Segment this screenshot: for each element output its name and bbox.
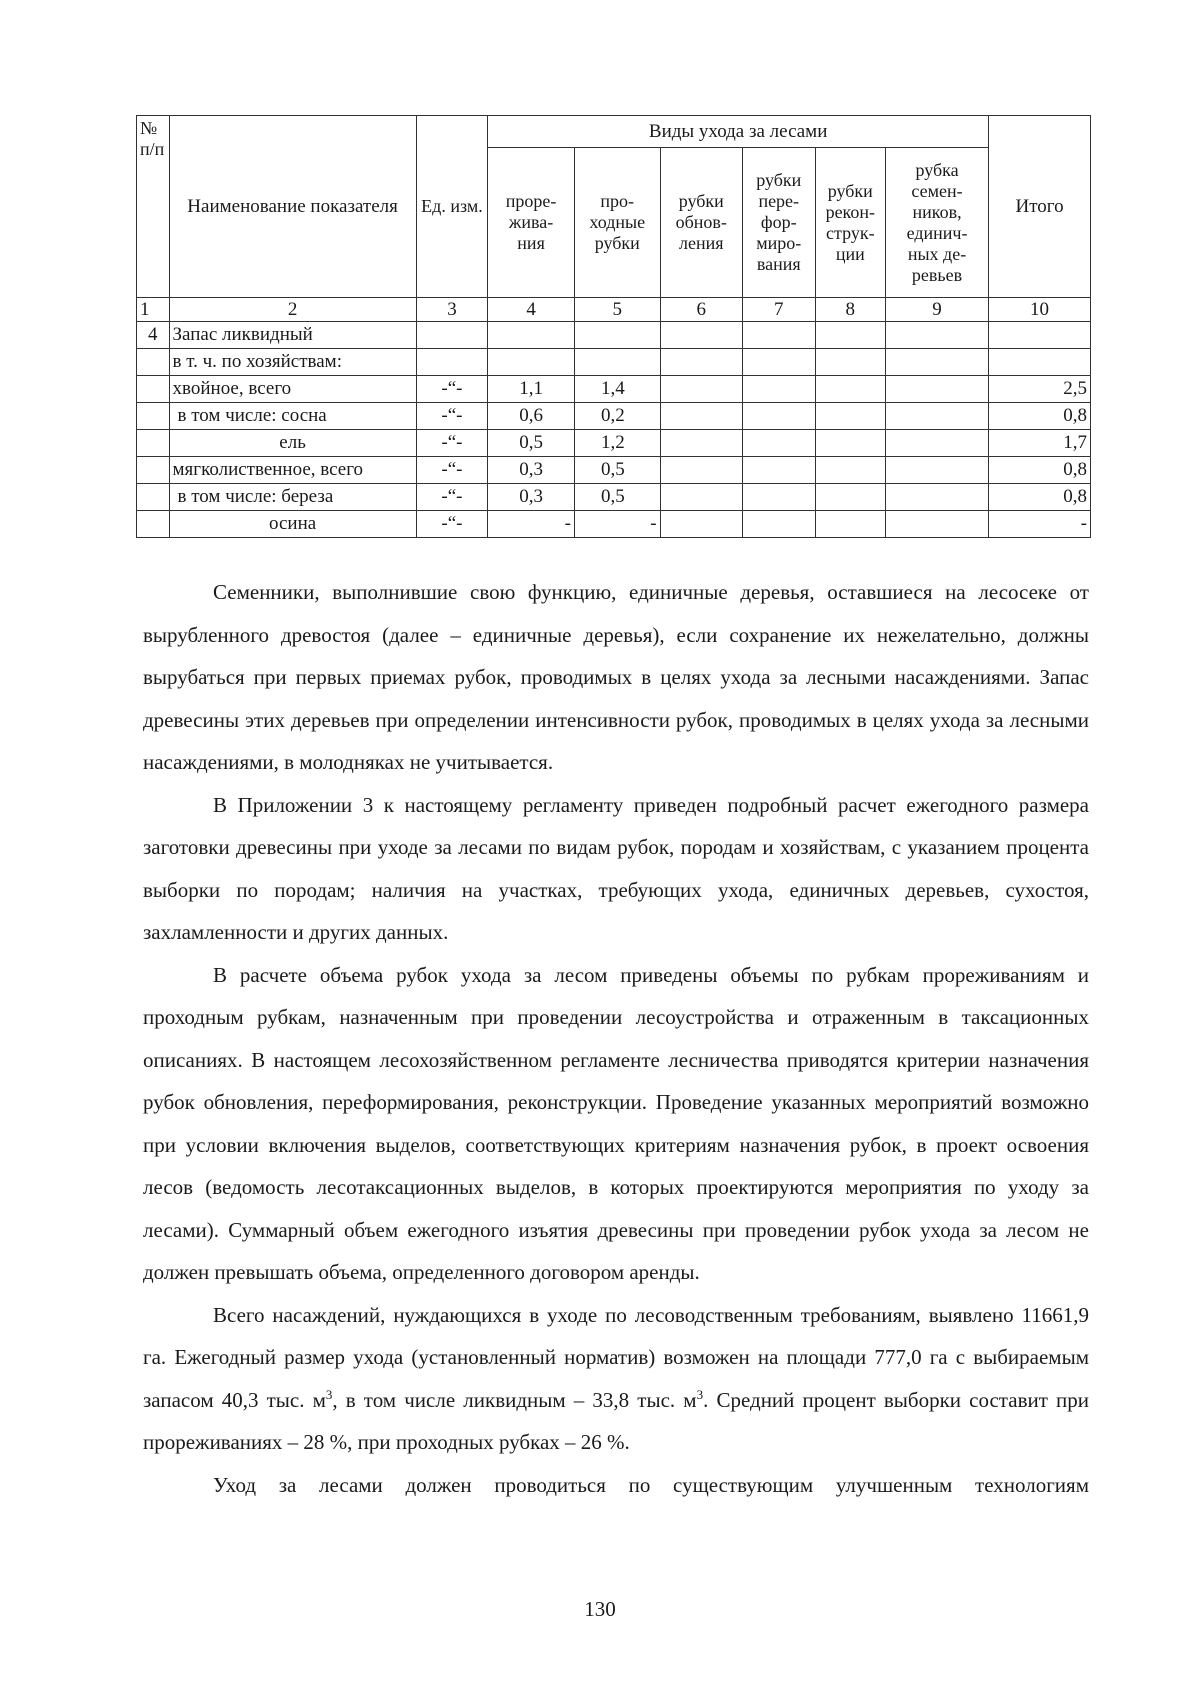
column-numbers-row bbox=[137, 298, 1091, 322]
row-name: в том числе: сосна bbox=[169, 403, 416, 430]
row-value: 1,1 bbox=[488, 376, 575, 403]
row-value bbox=[886, 430, 989, 457]
row-value bbox=[660, 376, 742, 403]
table-row bbox=[137, 484, 1091, 511]
col-number: 7 bbox=[742, 298, 815, 322]
row-value: 1,4 bbox=[574, 376, 660, 403]
row-value bbox=[886, 457, 989, 484]
row-unit: -“- bbox=[416, 430, 488, 457]
row-value bbox=[660, 430, 742, 457]
row-value bbox=[886, 322, 989, 349]
header-name: Наименование показателя bbox=[169, 116, 416, 298]
paragraph-part: , в том числе ликвидным – 33,8 тыс. м bbox=[332, 1387, 697, 1412]
paragraph-part: Всего насаждений, нуждающихся в уходе по лесоводственным требованиям, выявлено 11661,9 га. Ежегодный размер ухода (установленный норматив) возможен на площади 777,0 га с выбираемым запасом 40,3 тыс. м bbox=[143, 1302, 1089, 1412]
paragraph-part: . Средний процент выборки составит при прореживаниях – 28 %, при проходных рубках – 26 %. bbox=[143, 1387, 1089, 1454]
row-value bbox=[660, 511, 742, 538]
col-number: 6 bbox=[660, 298, 742, 322]
header-col-seed-trees: рубка семен- ников, единич- ных де- ревьев bbox=[886, 148, 989, 298]
forest-care-table bbox=[136, 115, 1091, 538]
row-total: - bbox=[989, 511, 1091, 538]
row-value: 0,5 bbox=[488, 430, 575, 457]
row-total: 0,8 bbox=[989, 403, 1091, 430]
col-number: 4 bbox=[488, 298, 575, 322]
col-number: 10 bbox=[989, 298, 1091, 322]
row-value bbox=[488, 349, 575, 376]
row-unit bbox=[416, 322, 488, 349]
superscript: 3 bbox=[325, 1386, 333, 1402]
table-row bbox=[137, 457, 1091, 484]
paragraph bbox=[143, 1294, 1089, 1464]
row-value bbox=[815, 322, 885, 349]
row-unit: -“- bbox=[416, 484, 488, 511]
table-row bbox=[137, 430, 1091, 457]
row-name: ель bbox=[169, 430, 416, 457]
row-total: 0,8 bbox=[989, 457, 1091, 484]
row-name: Запас ликвидный bbox=[169, 322, 416, 349]
row-unit: -“- bbox=[416, 403, 488, 430]
superscript: 3 bbox=[696, 1386, 704, 1402]
row-no bbox=[137, 484, 170, 511]
row-value: 1,2 bbox=[574, 430, 660, 457]
row-value bbox=[742, 457, 815, 484]
row-total: 2,5 bbox=[989, 376, 1091, 403]
row-value bbox=[815, 484, 885, 511]
page-number: 130 bbox=[584, 1597, 616, 1621]
row-value: - bbox=[488, 511, 575, 538]
header-total: Итого bbox=[989, 116, 1091, 298]
header-col-reformation: рубки пере- фор- миро- вания bbox=[742, 148, 815, 298]
row-value bbox=[660, 457, 742, 484]
header-col-reconstruction: рубки рекон- струк- ции bbox=[815, 148, 885, 298]
row-value bbox=[742, 376, 815, 403]
row-value bbox=[886, 511, 989, 538]
row-value: - bbox=[574, 511, 660, 538]
row-value: 0,5 bbox=[574, 457, 660, 484]
row-value bbox=[815, 403, 885, 430]
row-no: 4 bbox=[137, 322, 170, 349]
table-row bbox=[137, 403, 1091, 430]
row-value: 0,3 bbox=[488, 484, 575, 511]
row-no bbox=[137, 403, 170, 430]
row-value bbox=[742, 484, 815, 511]
row-value: 0,5 bbox=[574, 484, 660, 511]
paragraph: Семенники, выполнившие свою функцию, единичные деревья, оставшиеся на лесосеке от вырубленного древостоя (далее – единичные деревья), если сохранение их нежелательно, должны вырубаться при первых приемах рубок, проводимых в целях ухода за лесными насаждениями. Запас древесины этих деревьев при определении интенсивности рубок, проводимых в целях ухода за лесными насаждениями, в молодняках не учитывается. bbox=[143, 580, 1089, 774]
row-value bbox=[742, 403, 815, 430]
row-value bbox=[815, 430, 885, 457]
table-row bbox=[137, 322, 1091, 349]
row-value bbox=[660, 484, 742, 511]
row-no bbox=[137, 457, 170, 484]
table-row bbox=[137, 349, 1091, 376]
row-value: 0,6 bbox=[488, 403, 575, 430]
paragraph: Уход за лесами должен проводиться по существующим улучшенным технологиям bbox=[213, 1472, 1089, 1497]
row-value bbox=[488, 322, 575, 349]
row-value bbox=[886, 403, 989, 430]
row-no bbox=[137, 349, 170, 376]
col-number: 5 bbox=[574, 298, 660, 322]
row-name: мягколиственное, всего bbox=[169, 457, 416, 484]
paragraph: В расчете объема рубок ухода за лесом приведены объемы по рубкам прореживаниям и проходным рубкам, назначенным при проведении лесоустройства и отраженным в таксационных описаниях. В настоящем лесохозяйственном регламенте лесничества приводятся критерии назначения рубок обновления, переформирования, реконструкции. Проведение указанных мероприятий возможно при условии включения выделов, соответствующих критериям назначения рубок, в проект освоения лесов (ведомость лесотаксационных выделов, в которых проектируются мероприятия по уходу за лесами). Суммарный объем ежегодного изъятия древесины при проведении рубок ухода за лесом не должен превышать объема, определенного договором аренды. bbox=[143, 962, 1089, 1284]
row-value bbox=[815, 376, 885, 403]
table-row bbox=[137, 376, 1091, 403]
row-value bbox=[886, 376, 989, 403]
row-unit: -“- bbox=[416, 457, 488, 484]
row-no bbox=[137, 511, 170, 538]
row-value bbox=[574, 322, 660, 349]
row-value bbox=[886, 349, 989, 376]
col-number: 2 bbox=[169, 298, 416, 322]
col-number: 8 bbox=[815, 298, 885, 322]
row-unit bbox=[416, 349, 488, 376]
row-total bbox=[989, 322, 1091, 349]
row-value bbox=[660, 322, 742, 349]
row-no bbox=[137, 430, 170, 457]
row-no bbox=[137, 376, 170, 403]
row-value bbox=[660, 349, 742, 376]
col-number: 3 bbox=[416, 298, 488, 322]
row-name: в том числе: береза bbox=[169, 484, 416, 511]
row-value bbox=[886, 484, 989, 511]
row-name: в т. ч. по хозяйствам: bbox=[169, 349, 416, 376]
col-number: 9 bbox=[886, 298, 989, 322]
row-value bbox=[742, 511, 815, 538]
col-number: 1 bbox=[137, 298, 170, 322]
row-value bbox=[574, 349, 660, 376]
header-no: № п/п bbox=[137, 116, 170, 298]
table-row bbox=[137, 511, 1091, 538]
header-group: Виды ухода за лесами bbox=[488, 116, 989, 148]
row-total: 0,8 bbox=[989, 484, 1091, 511]
row-value bbox=[815, 457, 885, 484]
body-text bbox=[143, 571, 1089, 1506]
row-value bbox=[660, 403, 742, 430]
row-name: хвойное, всего bbox=[169, 376, 416, 403]
row-value: 0,3 bbox=[488, 457, 575, 484]
header-col-passage-cutting: про- ходные рубки bbox=[574, 148, 660, 298]
row-value bbox=[742, 430, 815, 457]
row-total bbox=[989, 349, 1091, 376]
header-unit: Ед. изм. bbox=[416, 116, 488, 298]
row-value: 0,2 bbox=[574, 403, 660, 430]
row-total: 1,7 bbox=[989, 430, 1091, 457]
row-value bbox=[742, 349, 815, 376]
row-value bbox=[742, 322, 815, 349]
row-name: осина bbox=[169, 511, 416, 538]
row-value bbox=[815, 349, 885, 376]
header-col-thinning: проре- жива- ния bbox=[488, 148, 575, 298]
header-col-renewal: рубки обнов- ления bbox=[660, 148, 742, 298]
row-unit: -“- bbox=[416, 376, 488, 403]
row-value bbox=[815, 511, 885, 538]
row-unit: -“- bbox=[416, 511, 488, 538]
paragraph: В Приложении 3 к настоящему регламенту приведен подробный расчет ежегодного размера заготовки древесины при уходе за лесами по видам рубок, породам и хозяйствам, с указанием процента выборки по породам; наличия на участках, требующих ухода, единичных деревьев, сухостоя, захламленности и других данных. bbox=[143, 792, 1089, 944]
